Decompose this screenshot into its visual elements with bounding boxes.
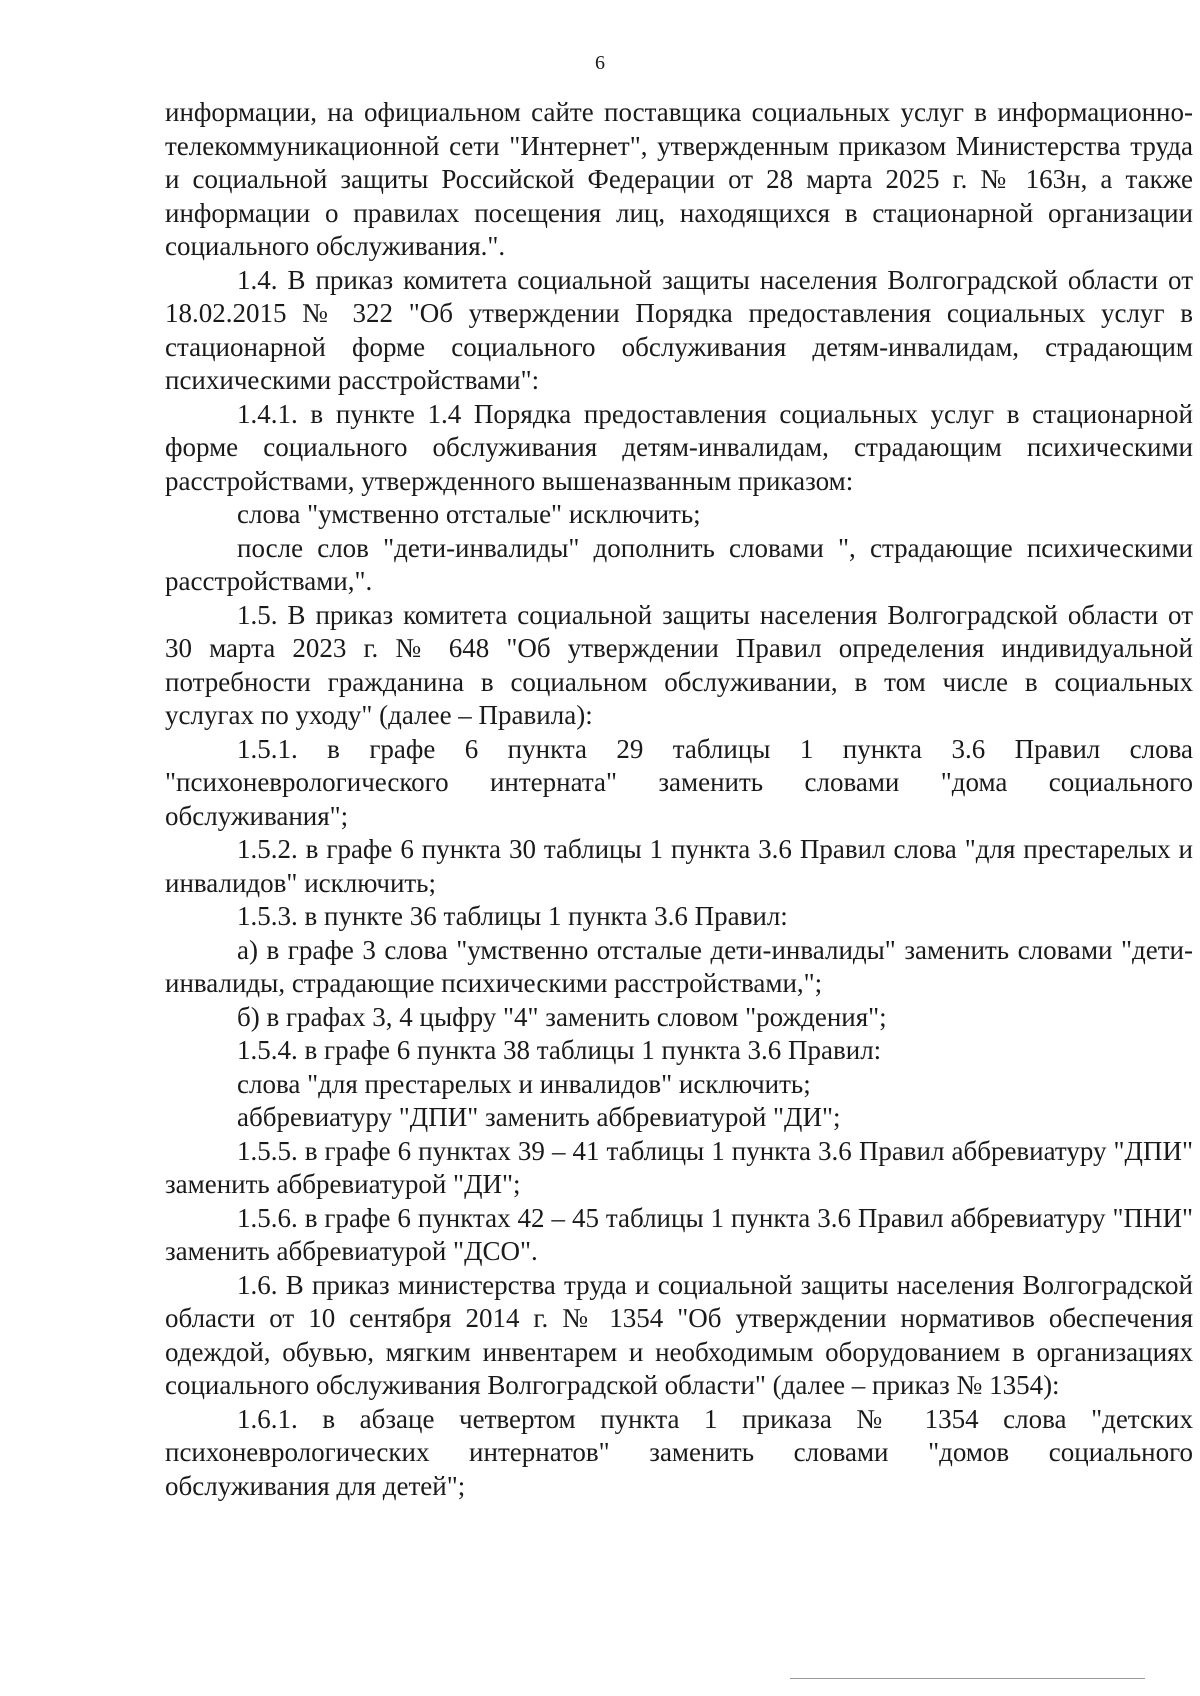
paragraph-1-6-1: 1.6.1. в абзаце четвертом пункта 1 приказа № 1354 слова "детских психоневрологических интернатов" заменить словами "домов социального обслуживания для детей"; xyxy=(165,1403,1193,1501)
paragraph-1-5-3: 1.5.3. в пункте 36 таблицы 1 пункта 3.6 Правил: xyxy=(237,901,788,931)
paragraph-1-5-4-words: слова "для престарелых и инвалидов" исключить; xyxy=(237,1068,811,1099)
paragraph-words-excluded: слова "умственно отсталые" исключить; xyxy=(237,499,701,529)
paragraph-1-4: 1.4. В приказ комитета социальной защиты населения Волгоградской области от 18.02.2015 № 322 "Об утверждении Порядка предоставления социальных услуг в стационарной форме социального обслуживания детям-инвалидам, страдающим психическими расстройствами": xyxy=(165,264,1193,395)
document-body xyxy=(165,96,1193,1503)
paragraph-1-5-1: 1.5.1. в графе 6 пункта 29 таблицы 1 пункта 3.6 Правил слова "психоневрологического интерната" заменить словами "дома социального обслуживания"; xyxy=(165,733,1193,831)
paragraph-continuation: информации, на официальном сайте поставщика социальных услуг в информационно-телекоммуникационной сети "Интернет", утвержденным приказом Министерства труда и социальной защиты Российской Федерации от 28 марта 2025 г. № 163н, а также информации о правилах посещения лиц, находящихся в стационарной организации социального обслуживания.". xyxy=(165,97,1193,261)
page-number: 6 xyxy=(595,52,605,74)
paragraph-1-5-3-a: а) в графе 3 слова "умственно отсталые дети-инвалиды" заменить словами "дети-инвалиды, страдающие психическими расстройствами,"; xyxy=(165,934,1193,998)
paragraph-1-5-4: 1.5.4. в графе 6 пункта 38 таблицы 1 пункта 3.6 Правил: xyxy=(237,1035,882,1065)
paragraph-1-4-1: 1.4.1. в пункте 1.4 Порядка предоставления социальных услуг в стационарной форме социального обслуживания детям-инвалидам, страдающим психическими расстройствами, утвержденного вышеназванным приказом: xyxy=(165,398,1193,496)
paragraph-1-5-5: 1.5.5. в графе 6 пунктах 39 – 41 таблицы 1 пункта 3.6 Правил аббревиатуру "ДПИ" заменить аббревиатурой "ДИ"; xyxy=(165,1135,1193,1199)
paragraph-1-5-4-abbr: аббревиатуру "ДПИ" заменить аббревиатурой "ДИ"; xyxy=(237,1102,841,1132)
footer-divider xyxy=(790,1678,1145,1679)
paragraph-1-5: 1.5. В приказ комитета социальной защиты населения Волгоградской области от 30 марта 2023 г. № 648 "Об утверждении Правил определения индивидуальной потребности гражданина в социальном обслуживании, в том числе в социальных услугах по уходу" (далее – Правила): xyxy=(165,599,1193,730)
paragraph-1-5-3-b: б) в графах 3, 4 цыфру "4" заменить словом "рождения"; xyxy=(237,1001,887,1032)
paragraph-1-6: 1.6. В приказ министерства труда и социальной защиты населения Волгоградской области от 10 сентября 2014 г. № 1354 "Об утверждении нормативов обеспечения одеждой, обувью, мягким инвентарем и необходимым оборудованием в организациях социального обслуживания Волгоградской области" (далее – приказ № 1354): xyxy=(165,1269,1193,1400)
paragraph-1-5-2: 1.5.2. в графе 6 пункта 30 таблицы 1 пункта 3.6 Правил слова "для престарелых и инвалидов" исключить; xyxy=(165,834,1193,898)
paragraph-1-5-6: 1.5.6. в графе 6 пунктах 42 – 45 таблицы 1 пункта 3.6 Правил аббревиатуру "ПНИ" заменить аббревиатурой "ДСО". xyxy=(165,1202,1193,1266)
paragraph-words-added: после слов "дети-инвалиды" дополнить словами ", страдающие психическими расстройствами,". xyxy=(165,532,1193,596)
